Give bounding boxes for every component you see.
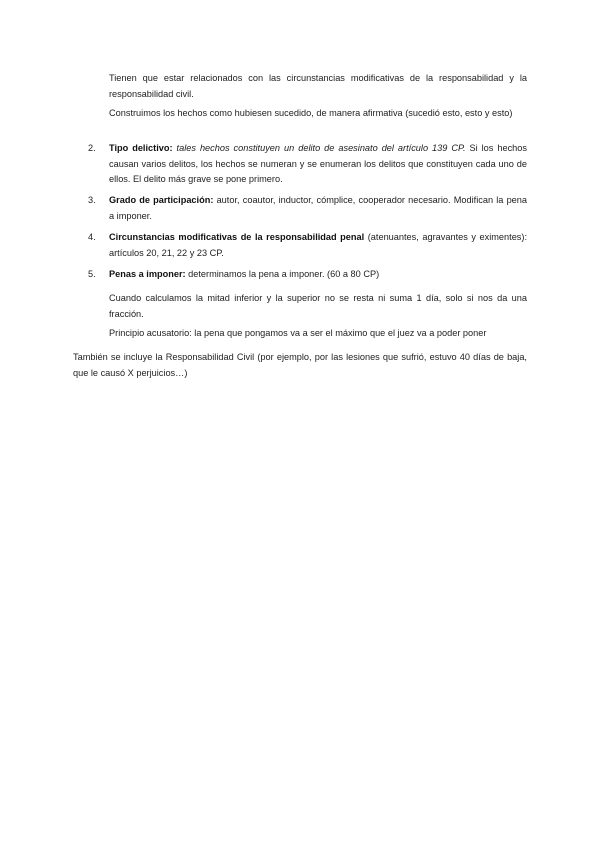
list-item-title: Penas a imponer:	[109, 269, 186, 279]
list-item-text: (atenuantes, agravantes y eximentes): artículos 20, 21, 22 y 23 CP.	[109, 232, 528, 258]
intro-paragraph-2: Construimos los hechos como hubiesen sucedido, de manera afirmativa (sucedió esto, esto y esto)	[109, 108, 513, 118]
sub-paragraph-2: Principio acusatorio: la pena que pongamos va a ser el máximo que el juez va a poder poner	[109, 328, 487, 338]
intro-paragraph-1: Tienen que estar relacionados con las circunstancias modificativas de la responsabilidad y la responsabilidad civil.	[109, 73, 527, 99]
list-item-italic: tales hechos constituyen un delito de asesinato del artículo 139 CP.	[176, 143, 466, 153]
list-item-title: Tipo delictivo:	[109, 143, 173, 153]
list-item-text: determinamos la pena a imponer. (60 a 80 CP)	[185, 269, 380, 279]
list-item-text: Si los hechos causan varios delitos, los hechos se numeran y se enumeran los delitos que constituyen cada uno de ellos. El delito más grave se pone primero.	[109, 143, 527, 184]
list-number-4: 4.	[88, 232, 96, 242]
list-item-penas	[109, 267, 527, 283]
list-number-5: 5.	[88, 269, 96, 279]
list-item-title: Circunstancias modificativas de la responsabilidad penal	[109, 232, 365, 242]
list-number-2: 2.	[88, 143, 96, 153]
closing-paragraph: También se incluye la Responsabilidad Civil (por ejemplo, por las lesiones que sufrió, estuvo 40 días de baja, que le causó X perjuicios…)	[73, 352, 527, 378]
list-item-title: Grado de participación:	[109, 195, 214, 205]
sub-paragraph-1: Cuando calculamos la mitad inferior y la superior no se resta ni suma 1 día, solo si nos da una fracción.	[109, 293, 527, 319]
list-item-text: autor, coautor, inductor, cómplice, cooperador necesario. Modifican la pena a imponer.	[109, 195, 528, 221]
list-item-circunstancias	[109, 230, 527, 261]
list-number-3: 3.	[88, 195, 96, 205]
list-item-grado-participacion	[109, 193, 527, 224]
list-item-tipo-delictivo	[109, 141, 527, 188]
